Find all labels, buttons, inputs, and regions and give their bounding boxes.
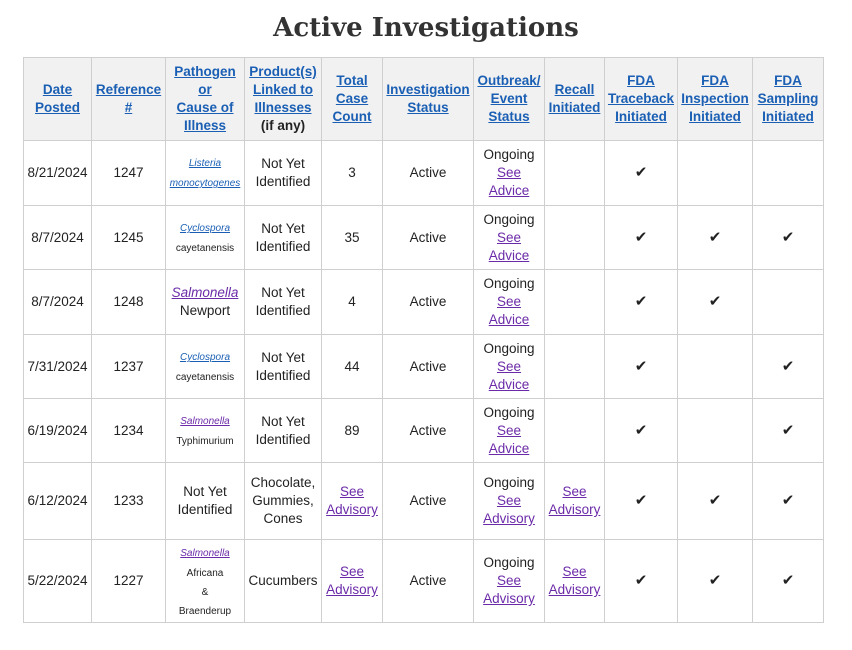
- traceback-check: ✔: [605, 399, 678, 463]
- table-row: [24, 141, 824, 206]
- status-cell: Active: [383, 399, 474, 463]
- header-row: [24, 58, 824, 141]
- status-cell: Active: [383, 463, 474, 540]
- sort-case-count[interactable]: Total Case Count: [332, 73, 372, 124]
- reference-cell: 1233: [92, 463, 166, 540]
- pathogen-cell: Not Yet Identified: [166, 463, 245, 540]
- product-cell: Not Yet Identified: [245, 270, 322, 335]
- product-cell: Not Yet Identified: [245, 206, 322, 270]
- see-advisory-link[interactable]: See Advisory: [483, 573, 535, 606]
- recall-cell: [545, 141, 605, 206]
- table-row: [24, 335, 824, 399]
- pathogen-cell: Cyclospora cayetanensis: [166, 206, 245, 270]
- inspection-check: ✔: [678, 463, 753, 540]
- traceback-check: ✔: [605, 206, 678, 270]
- sort-traceback[interactable]: FDA Traceback Initiated: [607, 73, 675, 124]
- traceback-check: ✔: [605, 141, 678, 206]
- reference-cell: 1245: [92, 206, 166, 270]
- see-advisory-link[interactable]: See Advisory: [548, 564, 601, 597]
- see-advice-link[interactable]: See Advice: [488, 294, 530, 327]
- table-row: [24, 399, 824, 463]
- sort-pathogen[interactable]: Pathogen or Cause of Illness: [174, 64, 236, 133]
- table-row: [24, 270, 824, 335]
- pathogen-cell: [166, 141, 245, 206]
- pathogen-link[interactable]: Cyclospora: [179, 352, 231, 363]
- table-row: [24, 540, 824, 623]
- recall-cell: [545, 206, 605, 270]
- outbreak-cell: Ongoing See Advice: [474, 270, 545, 335]
- sampling-check: ✔: [753, 335, 824, 399]
- reference-cell: 1237: [92, 335, 166, 399]
- date-cell: 7/31/2024: [24, 335, 92, 399]
- product-cell: Not Yet Identified: [245, 335, 322, 399]
- sort-reference[interactable]: Reference #: [95, 82, 162, 115]
- status-cell: Active: [383, 270, 474, 335]
- date-cell: 8/7/2024: [24, 270, 92, 335]
- inspection-check: [678, 335, 753, 399]
- date-cell: 5/22/2024: [24, 540, 92, 623]
- case-count-cell: [322, 463, 383, 540]
- reference-cell: 1248: [92, 270, 166, 335]
- see-advice-link[interactable]: See Advice: [488, 165, 530, 198]
- outbreak-cell: Ongoing See Advice: [474, 399, 545, 463]
- see-advisory-link[interactable]: See Advisory: [326, 564, 378, 597]
- status-cell: Active: [383, 335, 474, 399]
- status-cell: Active: [383, 540, 474, 623]
- date-cell: 8/7/2024: [24, 206, 92, 270]
- sort-recall[interactable]: Recall Initiated: [548, 82, 601, 115]
- reference-cell: 1247: [92, 141, 166, 206]
- case-count-cell: 89: [322, 399, 383, 463]
- pathogen-cell: Salmonella Africana & Braenderup: [166, 540, 245, 623]
- sort-products[interactable]: Product(s) Linked to Illnesses: [249, 64, 317, 115]
- see-advisory-link[interactable]: See Advisory: [548, 484, 601, 517]
- case-count-cell: 4: [322, 270, 383, 335]
- see-advice-link[interactable]: See Advice: [488, 229, 530, 263]
- reference-cell: 1227: [92, 540, 166, 623]
- product-cell: Not Yet Identified: [245, 399, 322, 463]
- traceback-check: ✔: [605, 540, 678, 623]
- product-suffix: (if any): [260, 118, 306, 133]
- pathogen-link[interactable]: Listeria monocytogenes: [169, 158, 241, 189]
- inspection-check: [678, 399, 753, 463]
- sampling-check: ✔: [753, 399, 824, 463]
- recall-cell: [545, 463, 605, 540]
- pathogen-link[interactable]: Cyclospora: [179, 223, 231, 234]
- sort-investigation-status[interactable]: Investigation Status: [386, 82, 470, 115]
- reference-cell: 1234: [92, 399, 166, 463]
- inspection-check: [678, 141, 753, 206]
- sort-inspection[interactable]: FDA Inspection Initiated: [681, 73, 749, 124]
- table-row: [24, 463, 824, 540]
- pathogen-link[interactable]: Salmonella: [180, 547, 230, 559]
- recall-cell: [545, 540, 605, 623]
- sampling-check: ✔: [753, 463, 824, 540]
- inspection-check: ✔: [678, 206, 753, 270]
- investigations-table: [23, 57, 824, 623]
- product-cell: Chocolate, Gummies, Cones: [245, 463, 322, 540]
- case-count-cell: 3: [322, 141, 383, 206]
- date-cell: 6/12/2024: [24, 463, 92, 540]
- pathogen-cell: Salmonella Newport: [166, 270, 245, 335]
- see-advisory-link[interactable]: See Advisory: [326, 484, 378, 517]
- see-advice-link[interactable]: See Advice: [488, 422, 530, 456]
- outbreak-cell: Ongoing See Advice: [474, 206, 545, 270]
- outbreak-cell: Ongoing See Advisory: [474, 463, 545, 540]
- sampling-check: ✔: [753, 540, 824, 623]
- recall-cell: [545, 399, 605, 463]
- traceback-check: ✔: [605, 270, 678, 335]
- sampling-check: ✔: [753, 206, 824, 270]
- case-count-cell: 35: [322, 206, 383, 270]
- see-advisory-link[interactable]: See Advisory: [483, 493, 535, 526]
- outbreak-cell: Ongoing See Advisory: [474, 540, 545, 623]
- recall-cell: [545, 335, 605, 399]
- sampling-check: [753, 270, 824, 335]
- recall-cell: [545, 270, 605, 335]
- date-cell: 8/21/2024: [24, 141, 92, 206]
- table-row: [24, 206, 824, 270]
- sort-sampling[interactable]: FDA Sampling Initiated: [757, 73, 819, 124]
- case-count-cell: [322, 540, 383, 623]
- see-advice-link[interactable]: See Advice: [488, 358, 530, 392]
- outbreak-cell: Ongoing See Advice: [474, 141, 545, 206]
- status-cell: Active: [383, 206, 474, 270]
- pathogen-cell: Salmonella Typhimurium: [166, 399, 245, 463]
- sort-date-posted[interactable]: Date Posted: [34, 82, 80, 115]
- product-cell: Not Yet Identified: [245, 141, 322, 206]
- status-cell: Active: [383, 141, 474, 206]
- traceback-check: ✔: [605, 463, 678, 540]
- date-cell: 6/19/2024: [24, 399, 92, 463]
- page-title: Active Investigations: [273, 13, 579, 43]
- pathogen-cell: Cyclospora cayetanensis: [166, 335, 245, 399]
- outbreak-cell: Ongoing See Advice: [474, 335, 545, 399]
- pathogen-link[interactable]: Salmonella: [171, 285, 239, 300]
- case-count-cell: 44: [322, 335, 383, 399]
- sort-outbreak-status[interactable]: Outbreak/ Event Status: [477, 73, 541, 124]
- product-cell: Cucumbers: [245, 540, 322, 623]
- sampling-check: [753, 141, 824, 206]
- traceback-check: ✔: [605, 335, 678, 399]
- pathogen-link[interactable]: Salmonella: [180, 416, 230, 427]
- inspection-check: ✔: [678, 540, 753, 623]
- inspection-check: ✔: [678, 270, 753, 335]
